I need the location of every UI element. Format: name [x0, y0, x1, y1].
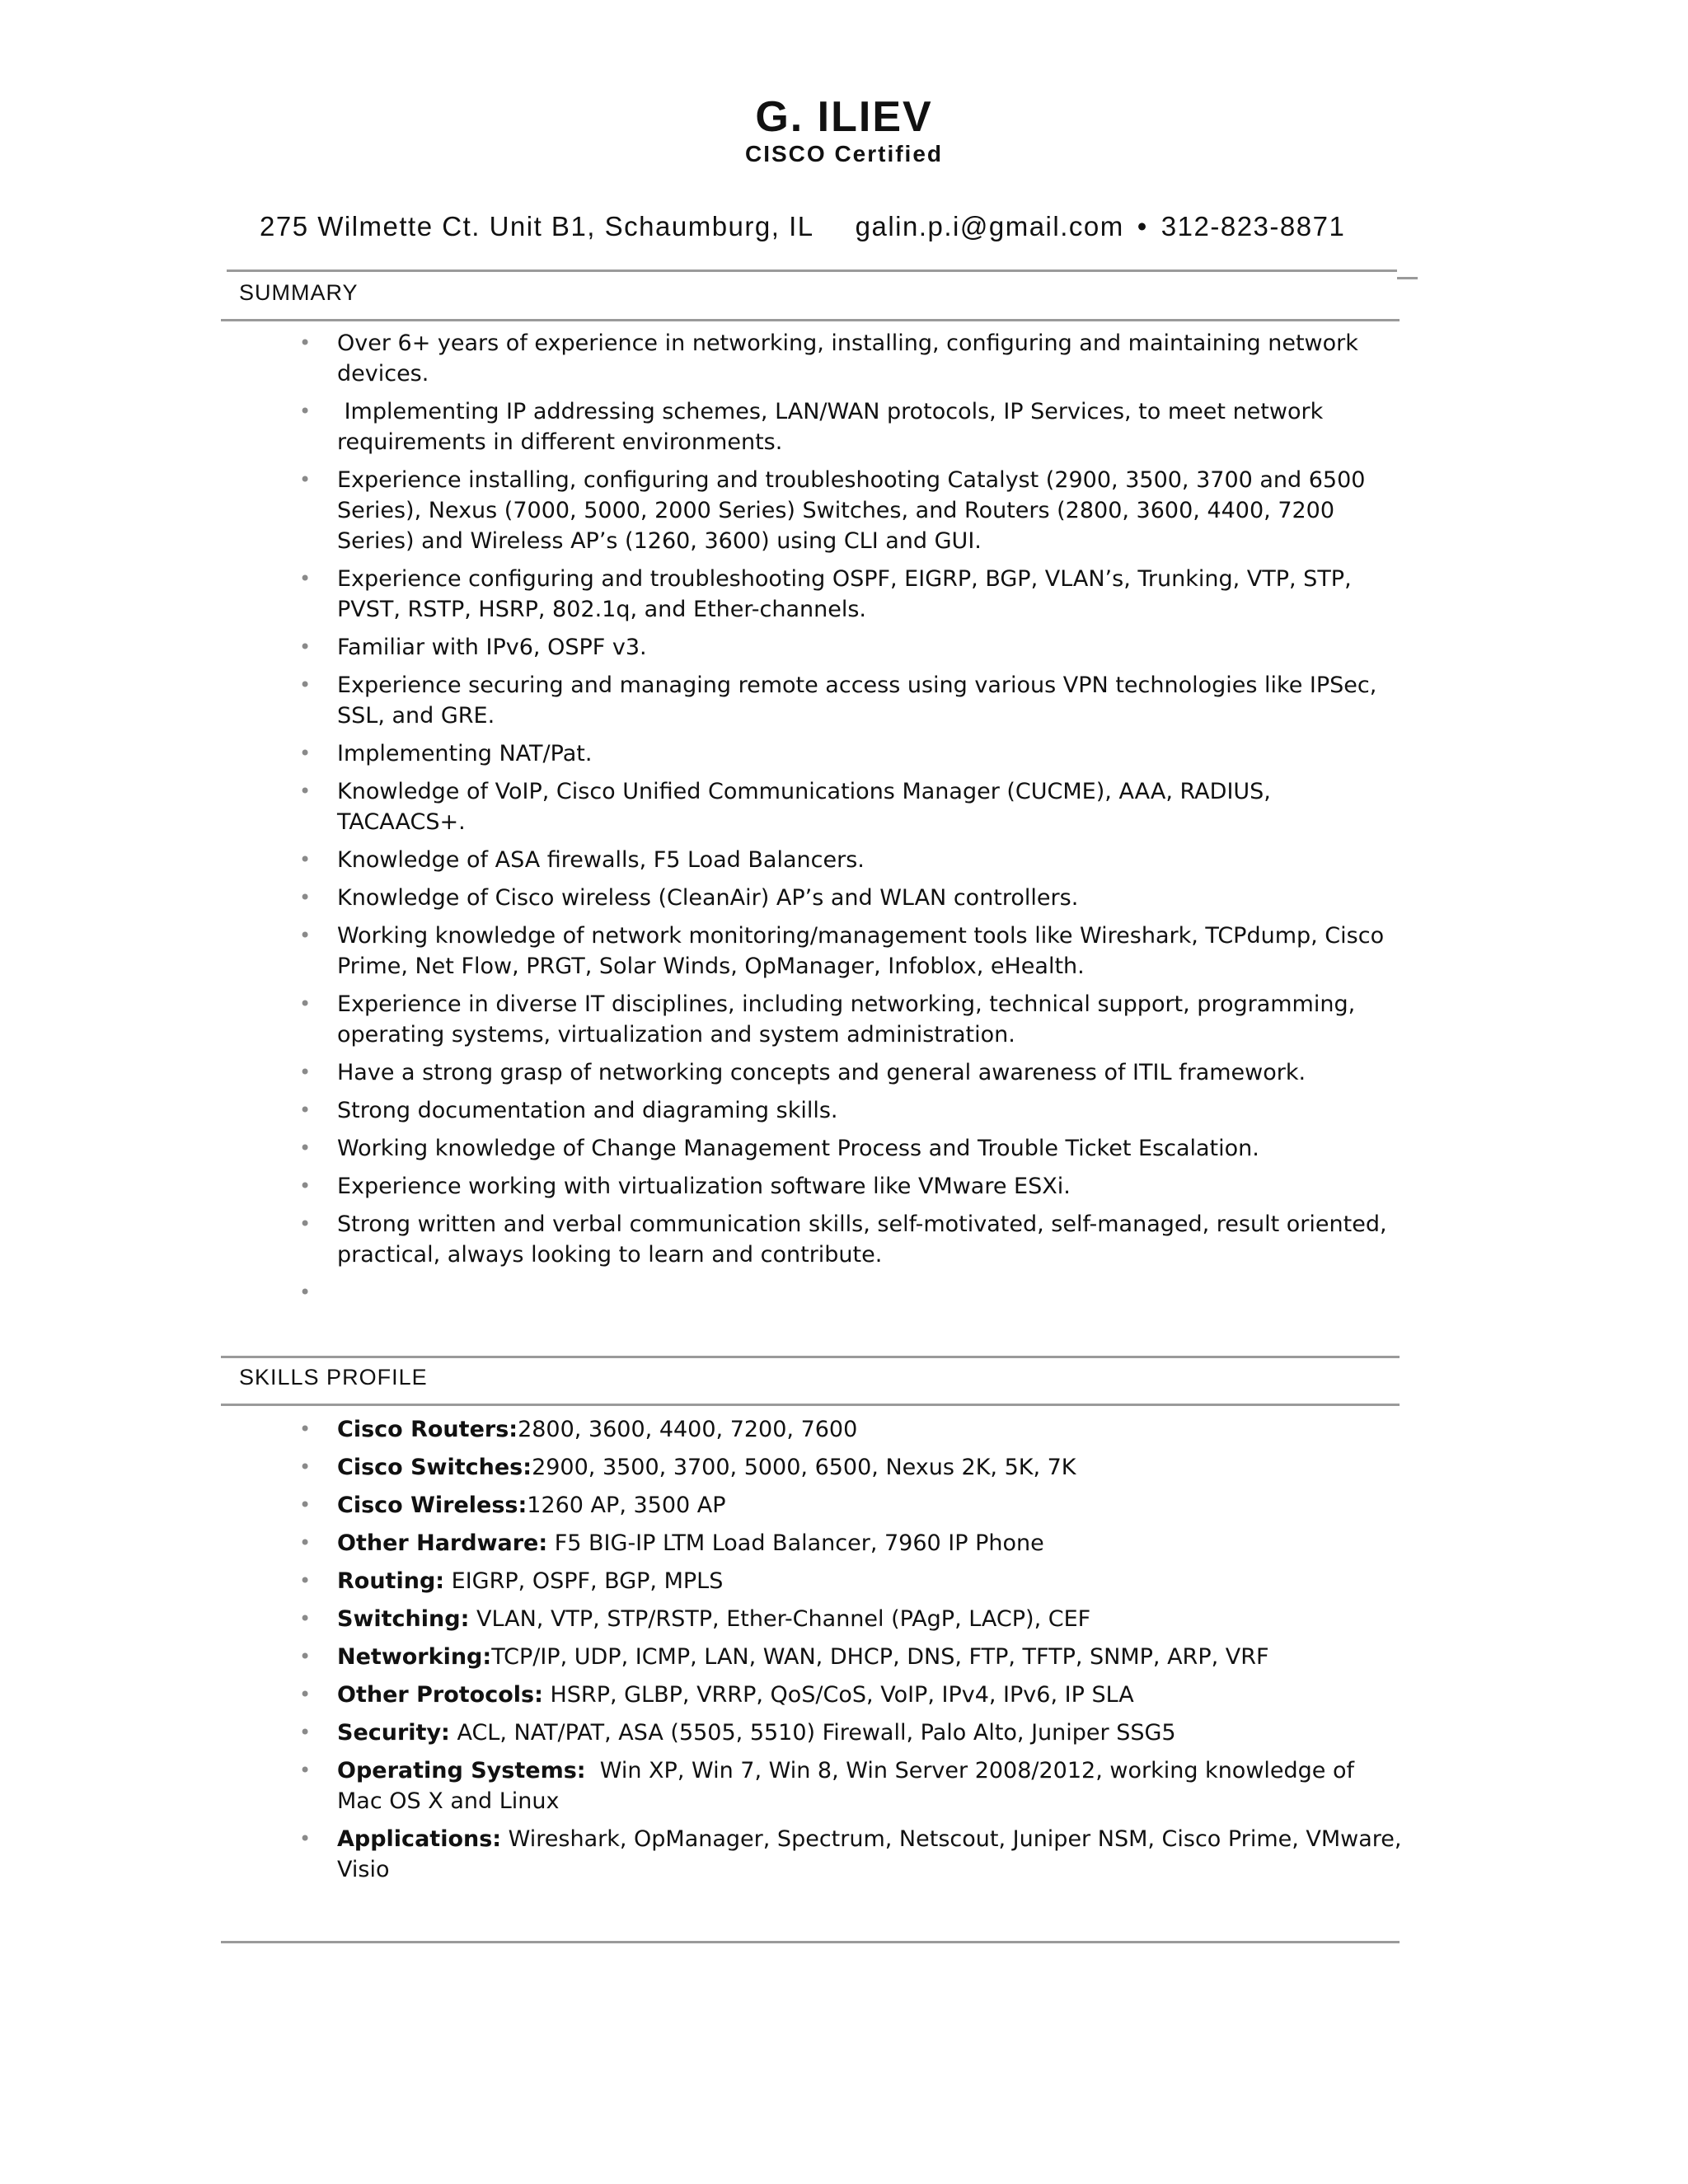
phone: 312-823-8871 [1160, 211, 1346, 241]
bullet-icon: • [299, 1418, 312, 1441]
summary-item [299, 989, 1404, 1050]
skill-label: Networking: [337, 1644, 492, 1670]
bullet-icon: • [299, 1099, 312, 1122]
summary-list [299, 328, 1404, 1315]
summary-item-text: Working knowledge of network monitoring/management tools like Wireshark, TCPdump, Cisco Prime, Net Flow, PRGT, Solar Winds, OpManager, Infoblox, eHealth. [337, 923, 1391, 979]
bullet-icon: • [299, 742, 312, 765]
summary-item [299, 845, 1404, 875]
summary-item [299, 1133, 1404, 1164]
bullet-icon: • [299, 1721, 312, 1744]
bullet-icon: • [299, 1455, 312, 1479]
summary-item-text: Experience configuring and troubleshooting OSPF, EIGRP, BGP, VLAN’s, Trunking, VTP, STP, PVST, RSTP, HSRP, 802.1q, and Ether-channels. [337, 566, 1359, 622]
summary-item [299, 632, 1404, 663]
skill-item [299, 1824, 1409, 1885]
header-rule [227, 269, 1397, 272]
bullet-icon: • [299, 886, 312, 909]
candidate-name: G. ILIEV [755, 93, 933, 141]
summary-item [299, 1171, 1404, 1202]
header-rule-tail [1397, 277, 1418, 279]
summary-item-text: Working knowledge of Change Management Process and Trouble Ticket Escalation. [337, 1136, 1259, 1161]
summary-item-text: Experience in diverse IT disciplines, including networking, technical support, programming, operating systems, virtualization and system administration. [337, 991, 1362, 1047]
skill-item [299, 1755, 1404, 1816]
skill-label: Switching: [337, 1606, 470, 1632]
summary-item [299, 328, 1404, 389]
skill-label: Security: [337, 1720, 450, 1746]
skill-value: Wireshark, OpManager, Spectrum, Netscout, Juniper NSM, Cisco Prime, VMware, Visio [337, 1826, 1409, 1882]
bullet-icon: • [299, 848, 312, 871]
bullet-icon: • [299, 924, 312, 947]
bullet-icon: • [299, 1212, 312, 1235]
skill-item [299, 1680, 1404, 1710]
summary-item [299, 1057, 1404, 1088]
summary-item [299, 670, 1404, 731]
bullet-icon: • [299, 992, 312, 1015]
skill-item [299, 1452, 1404, 1483]
summary-item [299, 883, 1404, 913]
skill-value: EIGRP, OSPF, BGP, MPLS [444, 1568, 724, 1594]
bullet-icon: • [299, 1137, 312, 1160]
bullet-icon: • [299, 1645, 312, 1668]
summary-item-text: Strong documentation and diagraming skills. [337, 1098, 838, 1123]
skill-value: F5 BIG-IP LTM Load Balancer, 7960 IP Phone [547, 1530, 1044, 1556]
summary-item [299, 776, 1404, 837]
skill-item [299, 1604, 1404, 1634]
certification: CISCO Certified [744, 141, 944, 166]
summary-item-text: Experience securing and managing remote access using various VPN technologies like IPSec, SSL, and GRE. [337, 673, 1384, 729]
skill-value: HSRP, GLBP, VRRP, QoS/CoS, VoIP, IPv4, IPv6, IP SLA [542, 1682, 1134, 1708]
skills-top-rule [221, 1356, 1400, 1358]
bullet-icon: • [299, 1827, 312, 1850]
skill-value: VLAN, VTP, STP/RSTP, Ether-Channel (PAgP, LACP), CEF [469, 1606, 1091, 1632]
summary-item-text: Implementing IP addressing schemes, LAN/WAN protocols, IP Services, to meet network requirements in different environments. [337, 399, 1330, 455]
bullet-icon: • [299, 1281, 312, 1304]
bullet-icon: • [299, 673, 312, 696]
bullet-icon: • [299, 1531, 312, 1554]
bullet-icon: • [299, 468, 312, 491]
bullet-icon: • [299, 1174, 312, 1197]
bullet-icon: • [299, 780, 312, 803]
skills-title: SKILLS PROFILE [239, 1365, 428, 1390]
bullet-icon: • [299, 400, 312, 423]
summary-item [299, 1095, 1404, 1126]
summary-item-text: Knowledge of ASA firewalls, F5 Load Balancers. [337, 847, 865, 873]
address: 275 Wilmette Ct. Unit B1, Schaumburg, IL [260, 211, 814, 241]
skill-label: Cisco Wireless: [337, 1493, 528, 1518]
skills-rule [221, 1404, 1400, 1406]
summary-item [299, 396, 1404, 457]
summary-item-text: Knowledge of VoIP, Cisco Unified Communications Manager (CUCME), AAA, RADIUS, TACAACS+. [337, 779, 1278, 835]
summary-item [299, 1209, 1404, 1270]
skill-label: Routing: [337, 1568, 445, 1594]
skill-value: TCP/IP, UDP, ICMP, LAN, WAN, DHCP, DNS, FTP, TFTP, SNMP, ARP, VRF [491, 1644, 1269, 1670]
bullet-icon: • [299, 1493, 312, 1516]
skill-item [299, 1490, 1404, 1521]
bullet-icon: • [299, 635, 312, 658]
bullet-icon: • [299, 1569, 312, 1592]
skill-value: ACL, NAT/PAT, ASA (5505, 5510) Firewall, Palo Alto, Juniper SSG5 [449, 1720, 1176, 1746]
skill-label: Other Protocols: [337, 1682, 543, 1708]
contact-separator: • [1137, 211, 1148, 241]
bottom-rule [221, 1941, 1400, 1943]
summary-item [299, 921, 1404, 982]
bullet-icon: • [299, 1759, 312, 1782]
skill-label: Cisco Routers: [337, 1417, 518, 1442]
bullet-icon: • [299, 1061, 312, 1084]
summary-item-text: Over 6+ years of experience in networking, installing, configuring and maintaining network devices. [337, 330, 1366, 387]
summary-item-text: Have a strong grasp of networking concepts and general awareness of ITIL framework. [337, 1060, 1306, 1085]
skill-label: Operating Systems: [337, 1758, 586, 1783]
skill-label: Cisco Switches: [337, 1455, 532, 1480]
summary-item-text: Experience installing, configuring and troubleshooting Catalyst (2900, 3500, 3700 and 6500 Series), Nexus (7000, 5000, 2000 Series) Switches, and Routers (2800, 3600, 4400, 7200 Series) and Wireless AP’s (1260, 3600) using CLI and GUI. [337, 467, 1373, 554]
skills-list [299, 1414, 1409, 1892]
skill-item [299, 1718, 1404, 1748]
summary-item-text: Strong written and verbal communication skills, self-motivated, self-managed, result oriented, practical, always looking to learn and contribute. [337, 1212, 1395, 1268]
summary-item [299, 465, 1404, 556]
contact-line [260, 210, 1345, 243]
skill-label: Applications: [337, 1826, 502, 1852]
summary-item [299, 1277, 1404, 1308]
summary-item-text: Knowledge of Cisco wireless (CleanAir) AP’s and WLAN controllers. [337, 885, 1079, 911]
skill-label: Other Hardware: [337, 1530, 548, 1556]
skill-item [299, 1566, 1404, 1596]
bullet-icon: • [299, 567, 312, 590]
summary-item-text: Familiar with IPv6, OSPF v3. [337, 635, 647, 660]
bullet-icon: • [299, 1607, 312, 1630]
summary-item [299, 564, 1404, 625]
summary-rule [221, 319, 1400, 321]
bullet-icon: • [299, 331, 312, 354]
bullet-icon: • [299, 1683, 312, 1706]
skill-item [299, 1528, 1404, 1558]
summary-item-text: Experience working with virtualization software like VMware ESXi. [337, 1174, 1071, 1199]
summary-item [299, 738, 1404, 769]
skill-value: 2900, 3500, 3700, 5000, 6500, Nexus 2K, 5K, 7K [532, 1455, 1076, 1480]
skill-item [299, 1642, 1404, 1672]
summary-title: SUMMARY [239, 280, 359, 305]
skill-value: 2800, 3600, 4400, 7200, 7600 [518, 1417, 858, 1442]
skill-value: 1260 AP, 3500 AP [527, 1493, 726, 1518]
summary-item-text: Implementing NAT/Pat. [337, 741, 593, 766]
skill-value: Win XP, Win 7, Win 8, Win Server 2008/2012, working knowledge of Mac OS X and Linux [337, 1758, 1362, 1814]
email: galin.p.i@gmail.com [855, 211, 1124, 241]
skill-item [299, 1414, 1404, 1445]
